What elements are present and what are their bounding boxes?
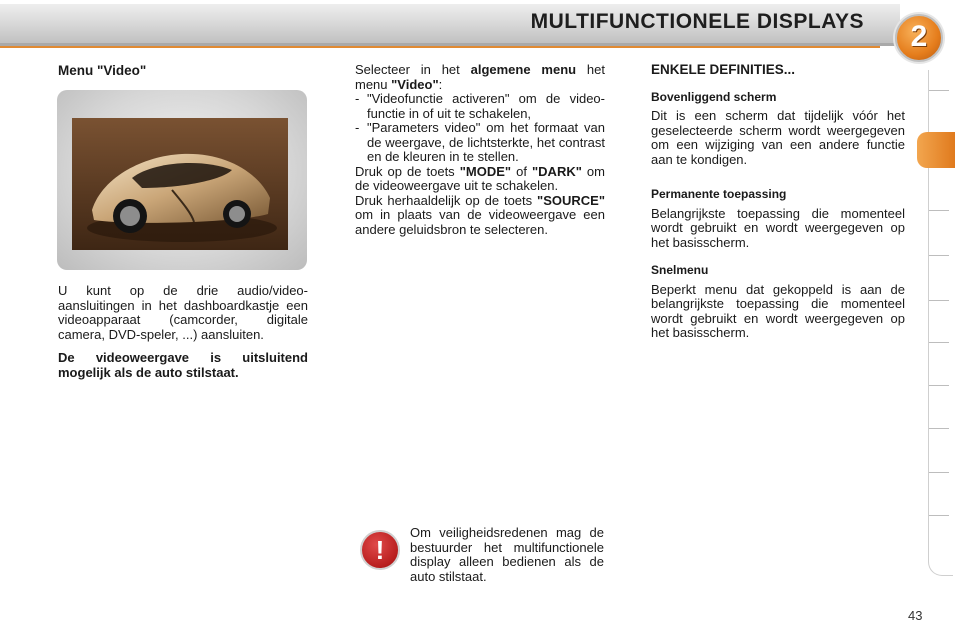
chapter-title: MULTIFUNCTIONELE DISPLAYS <box>530 10 864 33</box>
source-key-label: "SOURCE" <box>537 192 605 208</box>
instructions-column <box>355 63 605 237</box>
chapter-badge <box>895 14 943 62</box>
source-text: om in plaats van de videoweergave een andere geluidsbron te selecteren. <box>355 207 605 237</box>
tab-divider <box>929 210 949 211</box>
page-header <box>0 0 960 52</box>
list-item: - "Parameters video" om het formaat van de weergave, de lichtsterkte, het contrast en de kleuren in te stellen. <box>355 121 605 165</box>
tab-divider <box>929 385 949 386</box>
stationary-notice: De videoweergave is uitsluitend mogelijk als de auto stilstaat. <box>58 350 308 380</box>
definition-body: Belangrijkste toepassing die momenteel wordt gebruikt en wordt weergegeven op het basisscherm. <box>651 205 905 250</box>
video-menu-name: "Video" <box>391 76 439 92</box>
intro-text: het menu <box>355 62 605 92</box>
intro-bold-text: algemene menu <box>470 62 577 77</box>
source-paragraph <box>355 194 605 238</box>
tab-divider <box>929 342 949 343</box>
header-accent-line <box>0 46 880 48</box>
active-chapter-tab <box>917 132 955 168</box>
definition-title: Snelmenu <box>651 263 709 277</box>
screen-display <box>72 118 288 250</box>
definition-title: Permanente toepassing <box>651 187 787 201</box>
dark-key-label: "DARK" <box>532 163 582 179</box>
intro-text: Selecteer in het <box>355 62 471 77</box>
intro-text: : <box>438 76 443 92</box>
mode-paragraph <box>355 165 605 194</box>
chapter-number: 2 <box>910 20 928 53</box>
exclamation-icon: ! <box>375 535 385 565</box>
definition-body: Beperkt menu dat gekoppeld is aan de belangrijkste toepassing die momenteel wordt gebruikt en wordt weergegeven op het basisscherm. <box>651 281 905 340</box>
warning-icon <box>360 530 400 570</box>
chapter-tabs <box>928 70 953 576</box>
video-screen-image <box>57 90 307 270</box>
concept-car-illustration <box>72 118 288 250</box>
mode-text: om de videoweergave uit te schakelen. <box>355 163 605 193</box>
connections-text: U kunt op de drie audio/video-aansluitingen in het dashboardkastje een videoapparaat (camcorder, digitale camera, DVD-speler, ...) aansluiten. <box>58 283 308 342</box>
mode-text: of <box>511 163 532 179</box>
spacer <box>651 250 905 263</box>
intro-paragraph <box>355 63 605 92</box>
mode-text: Druk op de toets <box>355 163 460 179</box>
tab-divider <box>929 90 949 91</box>
definitions-column <box>651 63 905 341</box>
video-menu-heading: Menu "Video" <box>58 63 147 78</box>
tab-divider <box>929 428 949 429</box>
definitions-heading: ENKELE DEFINITIES... <box>651 62 796 77</box>
mode-key-label: "MODE" <box>459 163 512 179</box>
tab-divider <box>929 255 949 256</box>
safety-warning: Om veiligheidsredenen mag de bestuurder het multifunctionele display alleen bedienen als de auto stilstaat. <box>410 525 604 584</box>
instruction-list <box>355 92 605 165</box>
spacer <box>651 167 905 187</box>
page-number: 43 <box>908 608 923 623</box>
definition-title: Bovenliggend scherm <box>651 89 777 104</box>
list-item: - "Videofunctie activeren" om de videofunctie in of uit te schakelen, <box>355 92 605 121</box>
tab-divider <box>929 300 949 301</box>
source-text: Druk herhaaldelijk op de toets <box>355 192 538 208</box>
definition-body: Dit is een scherm dat tijdelijk vóór het geselecteerde scherm wordt weergegeven om een wijziging van een andere functie aan te kondigen. <box>651 108 905 167</box>
tab-divider <box>929 515 949 516</box>
tab-divider <box>929 472 949 473</box>
